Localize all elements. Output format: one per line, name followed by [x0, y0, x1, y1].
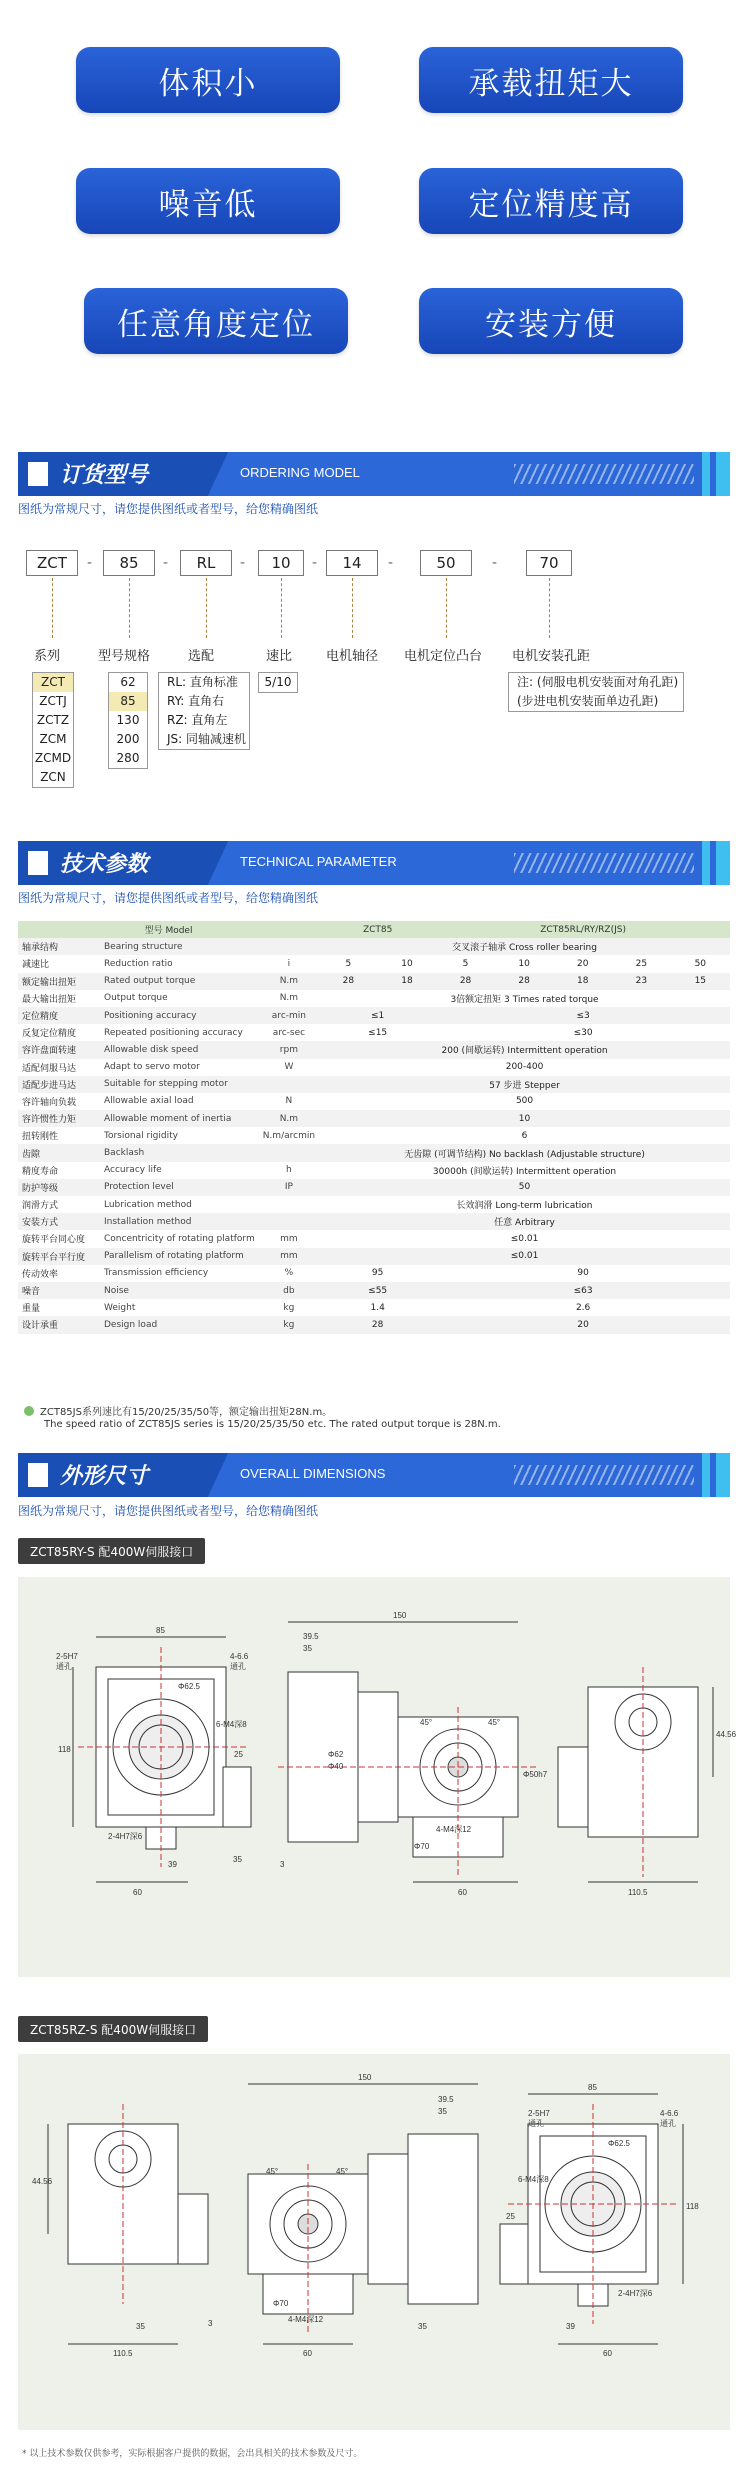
code-box: 10	[258, 550, 304, 576]
table-cell: 扭转刚性	[18, 1127, 100, 1144]
table-cell: 5	[436, 955, 495, 972]
section-title-en: OVERALL DIMENSIONS	[240, 1466, 386, 1481]
dim-label: 45°	[336, 2167, 349, 2176]
table-row	[18, 1144, 730, 1161]
section-title-en: TECHNICAL PARAMETER	[240, 854, 397, 869]
dim-label: 通孔	[56, 1662, 72, 1671]
table-row	[18, 1093, 730, 1110]
dim-label: Φ40	[328, 1762, 344, 1771]
table-cell: 2.6	[436, 1299, 730, 1316]
dim-label: 45°	[266, 2167, 279, 2176]
table-row	[18, 1127, 730, 1144]
table-cell: ≤0.01	[319, 1230, 730, 1247]
table-cell: 噪音	[18, 1282, 100, 1299]
table-cell: 20	[436, 1316, 730, 1333]
table-cell: 精度寿命	[18, 1162, 100, 1179]
dim-label: 35	[418, 2322, 427, 2331]
tech-note: 图纸为常规尺寸，请您提供图纸或者型号，给您精确图纸	[18, 891, 319, 905]
feature-pills	[0, 0, 749, 400]
dim-label: 39	[168, 1860, 177, 1869]
dim-label: 60	[133, 1888, 142, 1897]
table-row	[18, 1179, 730, 1196]
table-cell: i	[259, 955, 319, 972]
table-cell: 最大输出扭矩	[18, 990, 100, 1007]
tech-section-header	[18, 841, 730, 885]
section-title-cn: 技术参数	[60, 852, 149, 877]
table-cell: 任意 Arbitrary	[319, 1213, 730, 1230]
table-cell: Protection level	[100, 1179, 259, 1196]
table-cell: kg	[259, 1299, 319, 1316]
table-cell: 5	[319, 955, 378, 972]
table-cell: Design load	[100, 1316, 259, 1333]
table-cell: Reduction ratio	[100, 955, 259, 972]
table-cell: arc-min	[259, 1007, 319, 1024]
dim-label: 39	[566, 2322, 575, 2331]
drawing-tab-1[interactable]: ZCT85RY-S 配400W伺服接口	[18, 1538, 205, 1564]
code-box: 50	[420, 550, 472, 576]
dim-label: 118	[686, 2202, 699, 2211]
dim-label: Φ70	[414, 1842, 430, 1851]
table-cell: Output torque	[100, 990, 259, 1007]
table-cell: Backlash	[100, 1144, 259, 1161]
table-cell	[259, 938, 319, 955]
table-row	[18, 1162, 730, 1179]
table-header-model: 型号 Model	[18, 921, 319, 938]
table-cell: 设计承重	[18, 1316, 100, 1333]
option-list: RL: 直角标准 RY: 直角右 RZ: 直角左 JS: 同轴减速机	[158, 672, 250, 750]
table-cell: 容许盘面转速	[18, 1041, 100, 1058]
dim-label: 110.5	[113, 2349, 133, 2358]
table-cell: Allowable moment of inertia	[100, 1110, 259, 1127]
table-cell: Torsional rigidity	[100, 1127, 259, 1144]
table-cell: 15	[671, 973, 730, 990]
table-cell: kg	[259, 1316, 319, 1333]
table-cell: 容许轴向负载	[18, 1093, 100, 1110]
table-cell: 无齿隙 (可调节结构) No backlash (Adjustable structure)	[319, 1144, 730, 1161]
table-cell: 减速比	[18, 955, 100, 972]
table-cell: 额定输出扭矩	[18, 973, 100, 990]
dim-label: 85	[156, 1626, 165, 1635]
table-cell: 重量	[18, 1299, 100, 1316]
table-cell: 轴承结构	[18, 938, 100, 955]
dim-label: Φ62.5	[178, 1682, 200, 1691]
table-cell	[259, 1144, 319, 1161]
code-box: ZCT	[26, 550, 78, 576]
table-cell: ≤1	[319, 1007, 436, 1024]
dim-label: Φ50h7	[523, 1770, 548, 1779]
table-header-row	[18, 921, 730, 938]
table-footnote-cn: ZCT85JS系列速比有15/20/25/35/50等，额定输出扭矩28N.m。	[24, 1403, 332, 1418]
product-detail-page: 体积小 承载扭矩大 噪音低 定位精度高 任意角度定位 安装方便 订货型号 ORDERING MODEL 图纸为常规尺寸，请您提供图纸或者型号，给您精确图纸 ZCT - 85 - RL - 10 - 14 - 50 - 70 系列 型号规格 选配 速比 电机轴径 电机定位凸台 电机安装孔距 ZCT ZCTJ ZCTZ ZCM ZCMD ZCN 62 85 130 200 280 RL: 直角标准 RY: 直角右 RZ: 直角左 JS: 同轴减速机 5/10 注: (伺服电机安装面对角孔距) (步进电机安装面单边孔距) 技术参数 TECHNICAL PARAMETER 图纸为常规尺寸，请您提供图纸或者型号，给您精确图纸 型号 Model ZCT85 ZCT85RL/RY/RZ(JS) 轴承结构 Bearing structure 交叉滚子轴承 Cross roller bearing 减速比 Reduction ratio i 5 10 5 10 20 25 50 额定输出扭矩 Rated output torque N.m 28 18 28 28 18 23 15 最大输出扭矩 Output torque N.m 3倍额定扭矩 3 Times rated torque 定位精度 Positioning accuracy arc-min ≤1 ≤3 反复定位精度 Repeated positioning accuracy arc-sec ≤15 ≤30 容许盘面转速 Allowable disk speed rpm 200 (间歇运转) Intermittent operation 适配伺服马达 Adapt to servo motor W 200-400 适配步进马达 Suitable for stepping motor 57 步进 Stepper 容许轴向负载 Allowable axial load N 500 容许惯性力矩 Allowable moment of inertia N.m 10 扭转刚性 Torsional rigidity N.m/arcmin 6 齿隙 Backlash 无齿隙 (可调节结构) No backlash (Adjustable structure) 精度寿命 Accuracy life h 30000h (间歇运转) Intermittent operation 防护等级 Protection level IP 50 润滑方式 Lubrication method 长效润滑 Long-term lubrication 安装方式 Installation method 任意 Arbitrary 旋转平台同心度 Concentricity of rotating platform mm ≤0.01 旋转平台平行度 Parallelism of rotating platform mm ≤0.01 传动效率 Transmission efficiency % 95 90 噪音 Noise db ≤55 ≤63 重量 Weight kg 1.4 2.6 设计承重 Design load kg 28 20 ZCT85JS系列速比有15/20/25/35/50等，额定输出扭矩28N.m。 The speed ratio of ZCT85JS series is 15/20/25/35/50 etc. The rated output torque is 28N.m. 外形尺寸 OVERALL DIMENSIONS 图纸为常规尺寸，请您提供图纸或者型号，给您精确图纸 ZCT85RY-S 配400W伺服接口 85 150 39.5 35 2-5H7 通孔 4-6.6 通孔 Φ62.5 6-M4深8 2-4H7深6 118 25 60 39 35 3 Φ70 4-M4深12 45° 45° 60 110.5 Φ62 Φ40 Φ50h7 44.56 ZCT85RZ-S 配400W伺服接口 150 39.5 35 2-5H7 通孔 4-6.6 通孔 Φ62.5 6-M4深8 2-4H7深6 85 118 25 110.5 35 3 60 Φ70 4-M4深12 45° 45° 35 39 60 44.56 * 以上技术参数仅供参考，实际根据客户提供的数据，会出具相关的技术参数及尺寸。	[0, 0, 749, 2466]
code-label: 电机轴径	[326, 649, 379, 664]
table-cell: Positioning accuracy	[100, 1007, 259, 1024]
section-title-cn: 外形尺寸	[60, 1464, 149, 1489]
dim-label: 3	[208, 2319, 213, 2328]
dim-label: 85	[588, 2083, 597, 2092]
table-cell: Adapt to servo motor	[100, 1059, 259, 1076]
table-cell: Parallelism of rotating platform	[100, 1248, 259, 1265]
table-cell: 3倍额定扭矩 3 Times rated torque	[319, 990, 730, 1007]
dims-note: 图纸为常规尺寸，请您提供图纸或者型号，给您精确图纸	[18, 1504, 319, 1518]
table-cell: Allowable disk speed	[100, 1041, 259, 1058]
table-cell: Concentricity of rotating platform	[100, 1230, 259, 1247]
table-cell: 90	[436, 1265, 730, 1282]
table-cell: 57 步进 Stepper	[319, 1076, 730, 1093]
dim-label: 45°	[420, 1718, 433, 1727]
table-row	[18, 1196, 730, 1213]
dim-label: 60	[603, 2349, 612, 2358]
dim-label: 39.5	[438, 2095, 454, 2104]
table-cell: 200-400	[319, 1059, 730, 1076]
table-cell: 18	[553, 973, 612, 990]
table-row	[18, 1213, 730, 1230]
table-header-col1: ZCT85	[319, 921, 436, 938]
dim-label: 2-4H7深6	[618, 2289, 653, 2298]
table-cell: Allowable axial load	[100, 1093, 259, 1110]
table-cell: Lubrication method	[100, 1196, 259, 1213]
dim-label: 25	[506, 2212, 515, 2221]
table-cell	[259, 1213, 319, 1230]
table-cell: 10	[319, 1110, 730, 1127]
dim-label: 4-M4深12	[288, 2315, 324, 2324]
feature-pill: 定位精度高	[419, 168, 683, 234]
table-cell: 30000h (间歇运转) Intermittent operation	[319, 1162, 730, 1179]
table-cell: N.m	[259, 1110, 319, 1127]
dims-section-header	[18, 1453, 730, 1497]
code-label: 选配	[188, 649, 215, 664]
table-cell: ≤63	[436, 1282, 730, 1299]
table-header-col2: ZCT85RL/RY/RZ(JS)	[436, 921, 730, 938]
ordering-note: 图纸为常规尺寸，请您提供图纸或者型号，给您精确图纸	[18, 502, 319, 516]
table-cell: 交叉滚子轴承 Cross roller bearing	[319, 938, 730, 955]
code-label: 系列	[34, 649, 61, 664]
table-cell: Noise	[100, 1282, 259, 1299]
table-cell: 6	[319, 1127, 730, 1144]
table-cell: arc-sec	[259, 1024, 319, 1041]
dim-label: 通孔	[660, 2119, 676, 2128]
dim-label: 35	[136, 2322, 145, 2331]
table-row	[18, 1299, 730, 1316]
table-cell: 安装方式	[18, 1213, 100, 1230]
dim-label: 39.5	[303, 1632, 319, 1641]
section-title-cn: 订货型号	[60, 463, 149, 488]
table-cell: 28	[319, 1316, 436, 1333]
table-row	[18, 1230, 730, 1247]
table-cell: 10	[495, 955, 554, 972]
dim-label: Φ62.5	[608, 2139, 630, 2148]
code-label: 速比	[266, 649, 293, 664]
table-row	[18, 1007, 730, 1024]
dim-label: 4-6.6	[230, 1652, 249, 1661]
table-cell: 齿隙	[18, 1144, 100, 1161]
table-cell: 适配伺服马达	[18, 1059, 100, 1076]
code-label: 型号规格	[98, 649, 151, 664]
hole-note-box: 注: (伺服电机安装面对角孔距) (步进电机安装面单边孔距)	[508, 672, 684, 712]
table-cell: 旋转平台平行度	[18, 1248, 100, 1265]
table-row	[18, 1059, 730, 1076]
table-cell: %	[259, 1265, 319, 1282]
table-cell: 200 (间歇运转) Intermittent operation	[319, 1041, 730, 1058]
dimension-drawing-2	[18, 2054, 730, 2430]
feature-pill: 安装方便	[419, 288, 683, 354]
table-cell: 25	[612, 955, 671, 972]
table-cell: 反复定位精度	[18, 1024, 100, 1041]
table-cell: Accuracy life	[100, 1162, 259, 1179]
feature-pill: 噪音低	[76, 168, 340, 234]
table-cell: Weight	[100, 1299, 259, 1316]
dim-label: 60	[458, 1888, 467, 1897]
table-row	[18, 1024, 730, 1041]
table-cell: ≤15	[319, 1024, 436, 1041]
feature-pill: 体积小	[76, 47, 340, 113]
dim-label: 35	[303, 1644, 312, 1653]
table-cell: 防护等级	[18, 1179, 100, 1196]
table-cell: 容许惯性力矩	[18, 1110, 100, 1127]
drawing-panel-2	[18, 2054, 730, 2430]
series-list: ZCT ZCTJ ZCTZ ZCM ZCMD ZCN	[32, 672, 74, 788]
table-cell: N.m/arcmin	[259, 1127, 319, 1144]
dim-label: 44.56	[716, 1730, 737, 1739]
table-cell: Suitable for stepping motor	[100, 1076, 259, 1093]
table-cell: 28	[495, 973, 554, 990]
table-cell: N.m	[259, 973, 319, 990]
table-cell: ≤30	[436, 1024, 730, 1041]
dim-label: 通孔	[528, 2119, 544, 2128]
dim-label: 44.56	[32, 2177, 53, 2186]
table-cell: 传动效率	[18, 1265, 100, 1282]
table-cell: Rated output torque	[100, 973, 259, 990]
dim-label: 2-5H7	[56, 1652, 78, 1661]
dim-label: Φ70	[273, 2299, 289, 2308]
table-cell	[259, 1076, 319, 1093]
table-cell: mm	[259, 1248, 319, 1265]
table-cell: db	[259, 1282, 319, 1299]
table-cell: Transmission efficiency	[100, 1265, 259, 1282]
dim-label: 150	[393, 1611, 407, 1620]
table-cell: ≤55	[319, 1282, 436, 1299]
feature-pill: 任意角度定位	[84, 288, 348, 354]
table-row	[18, 1265, 730, 1282]
table-cell: ≤0.01	[319, 1248, 730, 1265]
ratio-box: 5/10	[258, 672, 298, 693]
dim-label: 3	[280, 1860, 285, 1869]
table-row	[18, 990, 730, 1007]
table-cell: 500	[319, 1093, 730, 1110]
dim-label: 6-M4深8	[518, 2175, 549, 2184]
table-cell: 28	[319, 973, 378, 990]
dim-label: 45°	[488, 1718, 501, 1727]
tech-parameter-table	[18, 921, 730, 1334]
table-row	[18, 1316, 730, 1333]
dim-label: 118	[58, 1745, 71, 1754]
table-cell: 50	[671, 955, 730, 972]
code-box: RL	[180, 550, 232, 576]
table-row	[18, 938, 730, 955]
table-cell: mm	[259, 1230, 319, 1247]
table-cell: N	[259, 1093, 319, 1110]
table-cell: 50	[319, 1179, 730, 1196]
table-row	[18, 973, 730, 990]
dim-label: 2-4H7深6	[108, 1832, 143, 1841]
table-cell: 润滑方式	[18, 1196, 100, 1213]
dim-label: Φ62	[328, 1750, 344, 1759]
table-cell: rpm	[259, 1041, 319, 1058]
dim-label: 60	[303, 2349, 312, 2358]
dim-label: 35	[438, 2107, 447, 2116]
table-row	[18, 955, 730, 972]
dimension-drawing-1	[18, 1577, 737, 1977]
size-list: 62 85 130 200 280	[108, 672, 148, 769]
table-cell: Installation method	[100, 1213, 259, 1230]
table-cell: 1.4	[319, 1299, 436, 1316]
drawing-panel-1	[18, 1577, 737, 1977]
section-title-en: ORDERING MODEL	[240, 465, 360, 480]
table-cell: W	[259, 1059, 319, 1076]
feature-pill: 承载扭矩大	[419, 47, 683, 113]
dim-label: 35	[233, 1855, 242, 1864]
ordering-section-header	[18, 452, 730, 496]
dim-label: 通孔	[230, 1662, 246, 1671]
table-cell: 定位精度	[18, 1007, 100, 1024]
dim-label: 110.5	[628, 1888, 648, 1897]
table-cell: N.m	[259, 990, 319, 1007]
drawing-tab-2[interactable]: ZCT85RZ-S 配400W伺服接口	[18, 2016, 208, 2042]
dim-label: 25	[234, 1750, 243, 1759]
code-box: 85	[103, 550, 155, 576]
code-box: 14	[326, 550, 378, 576]
table-row	[18, 1248, 730, 1265]
table-cell: 95	[319, 1265, 436, 1282]
table-row	[18, 1110, 730, 1127]
table-footnote-en: The speed ratio of ZCT85JS series is 15/20/25/35/50 etc. The rated output torque is 28N.m.	[44, 1419, 501, 1430]
table-cell: 23	[612, 973, 671, 990]
table-cell: 长效润滑 Long-term lubrication	[319, 1196, 730, 1213]
table-row	[18, 1041, 730, 1058]
code-box: 70	[526, 550, 572, 576]
table-cell: 旋转平台同心度	[18, 1230, 100, 1247]
dim-label: 6-M4深8	[216, 1720, 247, 1729]
table-cell: Bearing structure	[100, 938, 259, 955]
code-label: 电机定位凸台	[404, 649, 483, 664]
table-cell: ≤3	[436, 1007, 730, 1024]
footer-disclaimer: * 以上技术参数仅供参考，实际根据客户提供的数据，会出具相关的技术参数及尺寸。	[22, 2449, 363, 2459]
table-cell: 20	[553, 955, 612, 972]
table-row	[18, 1076, 730, 1093]
table-cell: Repeated positioning accuracy	[100, 1024, 259, 1041]
table-cell: 适配步进马达	[18, 1076, 100, 1093]
dim-label: 2-5H7	[528, 2109, 550, 2118]
table-cell: 18	[378, 973, 437, 990]
table-cell	[259, 1196, 319, 1213]
table-cell: 28	[436, 973, 495, 990]
table-cell: IP	[259, 1179, 319, 1196]
dim-label: 4-6.6	[660, 2109, 679, 2118]
table-cell: h	[259, 1162, 319, 1179]
dim-label: 150	[358, 2073, 372, 2082]
dim-label: 4-M4深12	[436, 1825, 472, 1834]
table-cell: 10	[378, 955, 437, 972]
code-label: 电机安装孔距	[512, 649, 591, 664]
table-row	[18, 1282, 730, 1299]
